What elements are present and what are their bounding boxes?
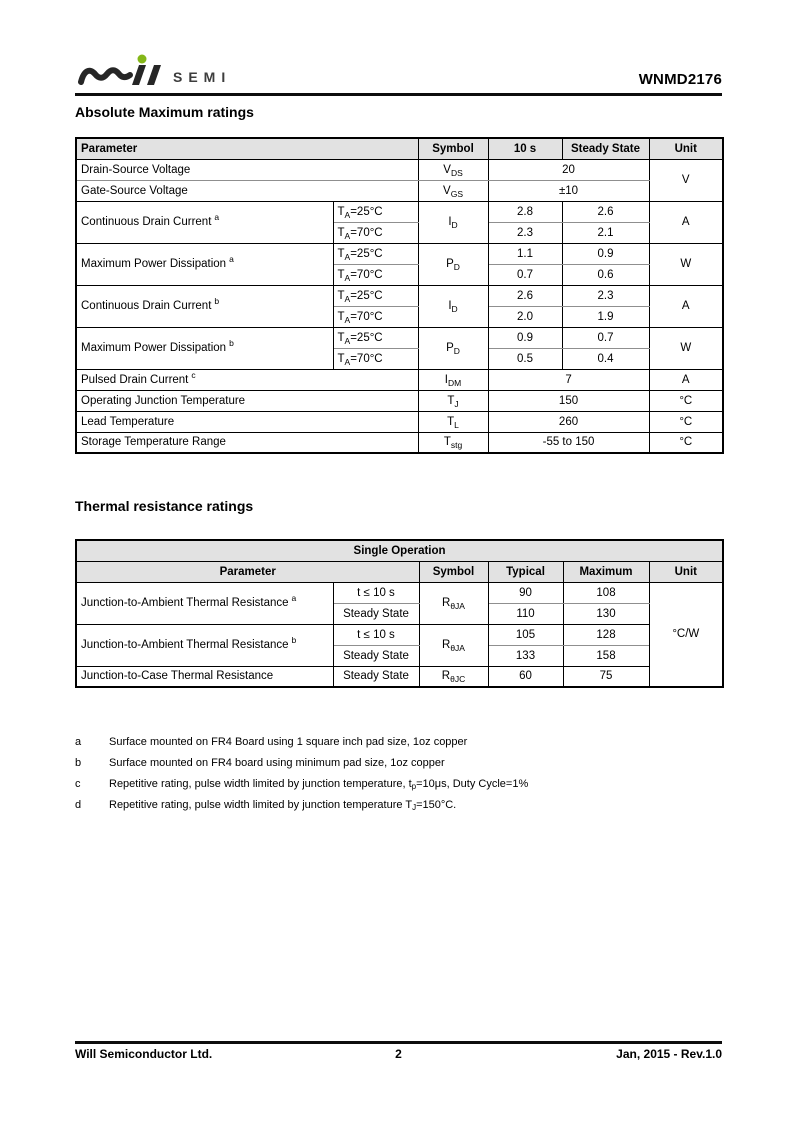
logo-green-dot xyxy=(138,55,147,64)
condition-cell: Steady State xyxy=(333,666,419,687)
unit-cell: °C xyxy=(649,432,723,453)
unit-cell: W xyxy=(649,243,723,285)
symbol-cell xyxy=(418,327,488,369)
footnote-ref: b xyxy=(214,296,220,306)
symbol-cell xyxy=(418,390,488,411)
footnote-text: Surface mounted on FR4 Board using 1 square inch pad size, 1oz copper xyxy=(109,736,468,748)
value-cell: 2.1 xyxy=(562,222,649,243)
symbol-cell xyxy=(419,624,488,666)
thermal-section-title: Thermal resistance ratings xyxy=(75,498,254,514)
column-header-unit: Unit xyxy=(649,138,723,159)
part-number: WNMD2176 xyxy=(638,71,722,88)
symbol-subscript: stg xyxy=(450,440,463,451)
parameter-text: Junction-to-Ambient Thermal Resistance xyxy=(81,639,289,651)
symbol-subscript: L xyxy=(454,419,459,430)
table-row-tj xyxy=(76,390,723,411)
value-cell: 2.3 xyxy=(562,285,649,306)
value-cell: 0.9 xyxy=(562,243,649,264)
footnote-marker: c xyxy=(75,778,81,790)
symbol-subscript: D xyxy=(451,304,458,314)
parameter-cell: Operating Junction Temperature xyxy=(76,390,418,411)
parameter-cell xyxy=(76,285,333,327)
footnote-marker: a xyxy=(75,736,82,748)
parameter-cell xyxy=(76,243,333,285)
footnote-ref: b xyxy=(291,635,297,645)
symbol-subscript: DM xyxy=(448,377,462,388)
parameter-cell xyxy=(76,369,418,390)
value-cell: 0.9 xyxy=(488,327,562,348)
condition-cell: Steady State xyxy=(333,645,419,666)
logo-slash-2 xyxy=(147,65,161,85)
condition-subscript: A xyxy=(344,272,351,283)
table-row-id-b-25 xyxy=(76,285,723,306)
will-semi-logo xyxy=(75,54,260,90)
footer-revision: Jan, 2015 - Rev.1.0 xyxy=(616,1047,723,1061)
footnote-text: Repetitive rating, pulse width limited by junction temperature, $t_p=10\mu s$, Duty Cycle=1% xyxy=(109,778,529,791)
symbol-cell xyxy=(418,432,488,453)
parameter-cell: Gate-Source Voltage xyxy=(76,180,418,201)
condition-rest: =25°C xyxy=(350,205,383,218)
symbol-text: I xyxy=(448,216,452,228)
footnote-ref: a xyxy=(214,212,220,222)
footer-page-number: 2 xyxy=(395,1047,402,1061)
symbol-subscript: GS xyxy=(450,188,463,199)
symbol-text: V xyxy=(443,163,451,176)
condition-cell xyxy=(333,285,418,306)
value-cell: 1.9 xyxy=(562,306,649,327)
condition-cell: t ≤ 10 s xyxy=(333,582,419,603)
value-cell: 2.3 xyxy=(488,222,562,243)
value-cell: 20 xyxy=(488,159,649,180)
column-header-typical: Typical xyxy=(488,561,563,582)
parameter-text: Junction-to-Ambient Thermal Resistance xyxy=(81,597,289,609)
value-cell: 75 xyxy=(563,666,649,687)
parameter-cell xyxy=(76,624,333,666)
value-cell: 7 xyxy=(488,369,649,390)
condition-text: T xyxy=(337,352,345,365)
unit-cell: V xyxy=(649,159,723,201)
footnotes xyxy=(75,732,722,816)
footnote-marker: b xyxy=(75,757,82,769)
footnote-text: Surface mounted on FR4 board using minimum pad size, 1oz copper xyxy=(109,757,445,769)
symbol-cell xyxy=(419,666,488,687)
value-cell: 2.6 xyxy=(562,201,649,222)
unit-cell: A xyxy=(649,201,723,243)
condition-cell xyxy=(333,327,418,348)
condition-cell xyxy=(333,222,418,243)
condition-cell xyxy=(333,201,418,222)
symbol-cell xyxy=(419,582,488,624)
footnote-ref: a xyxy=(291,593,297,603)
condition-rest: =25°C xyxy=(350,331,383,344)
condition-text: T xyxy=(337,205,345,218)
parameter-cell: Junction-to-Case Thermal Resistance xyxy=(76,666,333,687)
value-cell: 150 xyxy=(488,390,649,411)
table-row-rthjc xyxy=(76,666,723,687)
value-cell: 60 xyxy=(488,666,563,687)
symbol-subscript: D xyxy=(453,262,460,272)
value-cell: 2.0 xyxy=(488,306,562,327)
footnote-marker: d xyxy=(75,799,82,811)
table-row-id-a-25 xyxy=(76,201,723,222)
column-header-parameter: Parameter xyxy=(76,561,419,582)
value-cell: 2.6 xyxy=(488,285,562,306)
column-header-maximum: Maximum xyxy=(563,561,649,582)
document-header xyxy=(75,0,722,96)
thermal-header-row xyxy=(76,561,723,582)
logo-graphic xyxy=(75,54,260,90)
symbol-cell xyxy=(418,243,488,285)
thermal-table-title-row xyxy=(76,540,723,561)
symbol-text: P xyxy=(446,258,454,270)
condition-text: T xyxy=(337,289,345,302)
condition-subscript: A xyxy=(344,335,351,346)
parameter-text: Pulsed Drain Current xyxy=(81,373,189,386)
value-cell: -55 to 150 xyxy=(488,432,649,453)
page-content xyxy=(75,0,722,816)
value-cell: 90 xyxy=(488,582,563,603)
parameter-text: Continuous Drain Current xyxy=(81,216,212,228)
condition-subscript: A xyxy=(344,356,351,367)
symbol-cell xyxy=(418,180,488,201)
condition-text: T xyxy=(337,247,345,260)
value-cell: 128 xyxy=(563,624,649,645)
table-row-vds xyxy=(76,159,723,180)
value-cell: 130 xyxy=(563,603,649,624)
footnote-b xyxy=(75,753,722,774)
symbol-subscript: θJA xyxy=(450,643,465,653)
symbol-subscript: DS xyxy=(450,167,463,178)
condition-text: T xyxy=(337,310,345,323)
parameter-cell xyxy=(76,201,333,243)
parameter-text: Continuous Drain Current xyxy=(81,300,212,312)
footnote-text: Repetitive rating, pulse width limited by junction temperature $T_J=150^\circ C$. xyxy=(109,799,457,812)
symbol-subscript: D xyxy=(453,346,460,356)
condition-cell xyxy=(333,243,418,264)
condition-text: T xyxy=(337,268,345,281)
condition-cell xyxy=(333,264,418,285)
value-cell: 1.1 xyxy=(488,243,562,264)
table-row-pd-b-25 xyxy=(76,327,723,348)
value-cell: 133 xyxy=(488,645,563,666)
column-header-parameter: Parameter xyxy=(76,138,418,159)
unit-cell: °C xyxy=(649,390,723,411)
logo-brand-text: SEMI xyxy=(173,69,232,85)
footer-company: Will Semiconductor Ltd. xyxy=(75,1047,213,1061)
table-row-pd-a-25 xyxy=(76,243,723,264)
table-row-rthja-a-10s xyxy=(76,582,723,603)
symbol-text: R xyxy=(442,597,451,609)
value-cell: 108 xyxy=(563,582,649,603)
unit-cell: A xyxy=(649,285,723,327)
table-row-tstg xyxy=(76,432,723,453)
logo-slash-1 xyxy=(132,65,146,85)
symbol-text: T xyxy=(443,436,451,449)
parameter-text: Maximum Power Dissipation xyxy=(81,342,227,354)
symbol-subscript: θJA xyxy=(450,601,465,611)
unit-cell: °C xyxy=(649,411,723,432)
column-header-steady-state: Steady State xyxy=(562,138,649,159)
column-header-unit: Unit xyxy=(649,561,723,582)
parameter-cell: Lead Temperature xyxy=(76,411,418,432)
parameter-cell: Drain-Source Voltage xyxy=(76,159,418,180)
symbol-text: T xyxy=(447,415,455,428)
document-footer xyxy=(75,1041,722,1061)
symbol-text: T xyxy=(447,394,455,407)
abs-max-section-title: Absolute Maximum ratings xyxy=(75,104,254,120)
unit-cell: A xyxy=(649,369,723,390)
condition-rest: =70°C xyxy=(350,310,383,323)
footnote-ref: c xyxy=(191,369,196,380)
symbol-text: R xyxy=(441,670,451,683)
condition-subscript: A xyxy=(344,314,351,325)
value-cell: ±10 xyxy=(488,180,649,201)
symbol-cell xyxy=(418,159,488,180)
table-row-rthja-b-10s xyxy=(76,624,723,645)
condition-cell: t ≤ 10 s xyxy=(333,624,419,645)
condition-text: T xyxy=(337,331,345,344)
symbol-text: I xyxy=(444,373,448,386)
footnote-c xyxy=(75,774,722,795)
parameter-cell xyxy=(76,327,333,369)
condition-subscript: A xyxy=(344,209,351,220)
condition-cell xyxy=(333,348,418,369)
parameter-text: Maximum Power Dissipation xyxy=(81,258,227,270)
value-cell: 260 xyxy=(488,411,649,432)
symbol-text: P xyxy=(446,342,454,354)
symbol-cell xyxy=(418,285,488,327)
symbol-subscript: D xyxy=(451,220,458,230)
value-cell: 0.6 xyxy=(562,264,649,285)
condition-rest: =70°C xyxy=(350,352,383,365)
value-cell: 0.7 xyxy=(488,264,562,285)
condition-subscript: A xyxy=(344,293,351,304)
table-row-vgs xyxy=(76,180,723,201)
footnote-ref: b xyxy=(229,338,234,348)
value-cell: 105 xyxy=(488,624,563,645)
parameter-cell xyxy=(76,582,333,624)
symbol-text: R xyxy=(442,639,451,651)
condition-cell: Steady State xyxy=(333,603,419,624)
value-cell: 2.8 xyxy=(488,201,562,222)
parameter-cell: Storage Temperature Range xyxy=(76,432,418,453)
condition-text: T xyxy=(337,226,345,239)
value-cell: 0.5 xyxy=(488,348,562,369)
column-header-symbol: Symbol xyxy=(418,138,488,159)
condition-rest: =25°C xyxy=(350,289,383,302)
column-header-10s: 10 s xyxy=(488,138,562,159)
condition-rest: =70°C xyxy=(350,268,383,281)
symbol-cell xyxy=(418,411,488,432)
footnote-a xyxy=(75,732,722,753)
symbol-cell xyxy=(418,201,488,243)
unit-cell: W xyxy=(649,327,723,369)
value-cell: 0.7 xyxy=(562,327,649,348)
symbol-subscript: θJC xyxy=(450,674,466,685)
thermal-resistance-table xyxy=(75,539,724,688)
value-cell: 110 xyxy=(488,603,563,624)
table-row-idm xyxy=(76,369,723,390)
abs-header-row xyxy=(76,138,723,159)
column-header-symbol: Symbol xyxy=(419,561,488,582)
logo-wave-stroke xyxy=(81,70,130,82)
symbol-cell xyxy=(418,369,488,390)
condition-rest: =25°C xyxy=(350,247,383,260)
symbol-text: I xyxy=(448,300,452,312)
footnote-d xyxy=(75,795,722,816)
unit-cell: °C/W xyxy=(649,582,723,687)
condition-subscript: A xyxy=(344,251,351,262)
value-cell: 0.4 xyxy=(562,348,649,369)
symbol-subscript: J xyxy=(454,398,459,409)
footnote-ref: a xyxy=(229,254,234,264)
symbol-text: V xyxy=(443,184,451,197)
condition-subscript: A xyxy=(344,230,351,241)
condition-rest: =70°C xyxy=(350,226,383,239)
table-row-tl xyxy=(76,411,723,432)
absolute-maximum-ratings-table xyxy=(75,137,724,454)
condition-cell xyxy=(333,306,418,327)
table-title-single-operation: Single Operation xyxy=(76,540,723,561)
value-cell: 158 xyxy=(563,645,649,666)
